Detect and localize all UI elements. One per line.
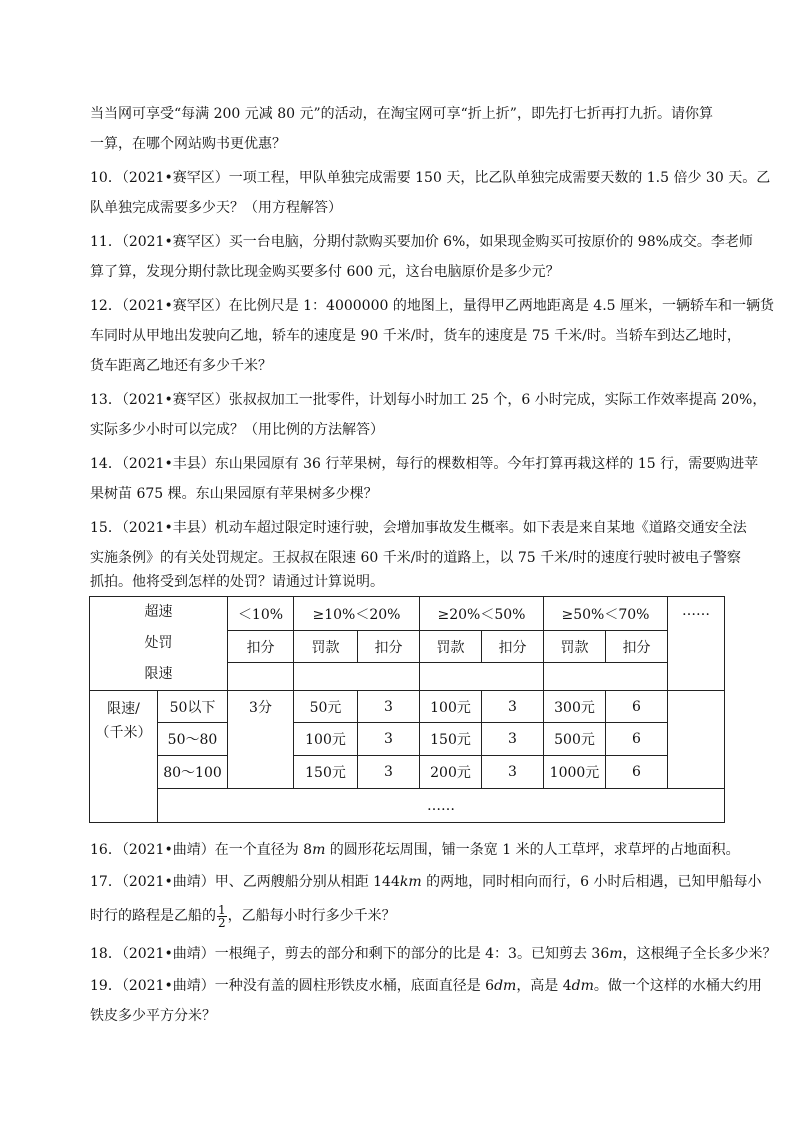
question-14-line-1: 14．（2021•丰县）东山果园原有 36 行苹果树，每行的棵数相等。今年打算再栽这样的 15 行，需要购进苹 xyxy=(90,456,759,472)
question-11-line-1: 11．（2021•赛罕区）买一台电脑，分期付款购买要加价 6%，如果现金购买可按原价的 98%成交。李老师 xyxy=(90,234,753,250)
range-header-10-20: ≥10%＜20% xyxy=(294,597,420,631)
lt10-points-cell: 3分 xyxy=(228,691,294,789)
range-header-more: …… xyxy=(668,597,725,691)
table-cell: 3 xyxy=(358,691,420,723)
limit-cell: 80～100 xyxy=(158,756,228,789)
question-12-line-3: 货车距离乙地还有多少千米？ xyxy=(90,358,272,374)
question-15-line-3: 抓拍。他将受到怎样的处罚？请通过计算说明。 xyxy=(90,574,384,590)
sub-header-cell: 扣分 xyxy=(606,631,668,663)
corner-label-limit: 限速 xyxy=(144,666,173,682)
spacer-cell xyxy=(228,663,294,691)
table-cell: 3 xyxy=(482,756,544,789)
speeding-penalty-table xyxy=(89,596,725,823)
unit-m: m xyxy=(609,946,623,962)
unit-dm: dm xyxy=(494,978,517,994)
sub-header-cell: 扣分 xyxy=(358,631,420,663)
table-cell: 1000元 xyxy=(544,756,606,789)
question-18 xyxy=(90,944,777,964)
spacer-cell xyxy=(294,663,420,691)
question-17-text-c: 时行的路程是乙船的 xyxy=(90,908,216,924)
unit-km: km xyxy=(399,874,422,890)
question-18-text-a: 18．（2021•曲靖）一根绳子，剪去的部分和剩下的部分的比是 4：3。已知剪去 36 xyxy=(90,946,610,962)
question-16-text-a: 16．（2021•曲靖）在一个直径为 8 xyxy=(90,842,313,858)
question-12-line-1: 12．（2021•赛罕区）在比例尺是 1：4000000 的地图上，量得甲乙两地距离是 4.5 厘米，一辆轿车和一辆货 xyxy=(90,298,775,314)
question-15-line-1: 15．（2021•丰县）机动车超过限定时速行驶，会增加事故发生概率。如下表是来自某地《道路交通安全法 xyxy=(90,520,747,536)
sub-header-cell: 罚款 xyxy=(294,631,358,663)
ellipsis-row: …… xyxy=(158,789,725,823)
unit-m: m xyxy=(312,842,326,858)
table-corner-header xyxy=(90,597,228,691)
spacer-cell xyxy=(544,663,668,691)
table-cell: 50元 xyxy=(294,691,358,723)
question-13-line-1: 13．（2021•赛罕区）张叔叔加工一批零件，计划每小时加工 25 个，6 小时完成，实际工作效率提高 20%， xyxy=(90,392,767,408)
intro-line-2: 一算，在哪个网站购书更优惠？ xyxy=(90,136,286,152)
range-header-20-50: ≥20%＜50% xyxy=(420,597,544,631)
question-16 xyxy=(90,840,740,860)
question-14-line-2: 果树苗 675 棵。东山果园原有苹果树多少棵？ xyxy=(90,486,378,502)
question-11-line-2: 算了算，发现分期付款比现金购买要多付 600 元，这台电脑原价是多少元？ xyxy=(90,264,560,280)
corner-label-overspeed: 超速 xyxy=(144,604,173,620)
question-13-line-2: 实际多少小时可以完成？（用比例的方法解答） xyxy=(90,422,384,438)
sub-header-cell: 罚款 xyxy=(544,631,606,663)
table-cell: 300元 xyxy=(544,691,606,723)
table-cell: 3 xyxy=(482,723,544,756)
limit-cell: 50以下 xyxy=(158,691,228,723)
question-16-text-b: 的圆形花坛周围，铺一条宽 1 米的人工草坪，求草坪的占地面积。 xyxy=(325,842,740,858)
row-header-speed-limit: 限速/（千米） xyxy=(90,691,158,823)
sub-header-cell: 罚款 xyxy=(420,631,482,663)
table-cell: 3 xyxy=(358,756,420,789)
question-17-text-b: 的两地，同时相向而行，6 小时后相遇，已知甲船每小 xyxy=(421,874,762,890)
question-17-line-2 xyxy=(90,902,396,930)
question-10-line-1: 10．（2021•赛罕区）一项工程，甲队单独完成需要 150 天，比乙队单独完成需要天数的 1.5 倍少 30 天。乙 xyxy=(90,170,771,186)
question-17-line-1 xyxy=(90,872,761,892)
question-19-text-c: 。做一个这样的水桶大约用 xyxy=(593,978,762,994)
table-cell: 200元 xyxy=(420,756,482,789)
table-cell: 6 xyxy=(606,723,668,756)
question-19-text-b: ，高是 4 xyxy=(516,978,572,994)
fraction-one-half xyxy=(217,904,227,929)
question-19-text-a: 19．（2021•曲靖）一种没有盖的圆柱形铁皮水桶，底面直径是 6 xyxy=(90,978,495,994)
question-17-text-d: ，乙船每小时行多少千米？ xyxy=(227,908,396,924)
table-cell: 500元 xyxy=(544,723,606,756)
range-header-50-70: ≥50%＜70% xyxy=(544,597,668,631)
question-12-line-2: 车同时从甲地出发驶向乙地，轿车的速度是 90 千米/时，货车的速度是 75 千米/时。当轿车到达乙地时， xyxy=(90,328,741,344)
question-15-line-2: 实施条例》的有关处罚规定。王叔叔在限速 60 千米/时的道路上，以 75 千米/时的速度行驶时被电子警察 xyxy=(90,550,741,566)
table-cell: 6 xyxy=(606,691,668,723)
fraction-denominator: 2 xyxy=(218,915,226,930)
range-header-lt10: ＜10% xyxy=(228,597,294,631)
corner-label-penalty: 处罚 xyxy=(144,635,173,651)
question-10-line-2: 队单独完成需要多少天？（用方程解答） xyxy=(90,200,342,216)
more-column-cell xyxy=(668,691,725,789)
table-cell: 150元 xyxy=(420,723,482,756)
unit-dm: dm xyxy=(571,978,594,994)
table-cell: 3 xyxy=(358,723,420,756)
question-19-line-2: 铁皮多少平方分米？ xyxy=(90,1008,216,1024)
intro-line-1: 当当网可享受“每满 200 元减 80 元”的活动，在淘宝网可享“折上折”，即先打七折再打九折。请你算 xyxy=(90,106,713,122)
fraction-numerator: 1 xyxy=(218,902,226,917)
table-cell: 6 xyxy=(606,756,668,789)
table-cell: 150元 xyxy=(294,756,358,789)
sub-header-cell: 扣分 xyxy=(228,631,294,663)
spacer-cell xyxy=(420,663,544,691)
table-cell: 100元 xyxy=(420,691,482,723)
question-18-text-b: ，这根绳子全长多少米？ xyxy=(622,946,777,962)
table-cell: 100元 xyxy=(294,723,358,756)
table-cell: 3 xyxy=(482,691,544,723)
question-17-text-a: 17．（2021•曲靖）甲、乙两艘船分别从相距 144 xyxy=(90,874,400,890)
limit-cell: 50～80 xyxy=(158,723,228,756)
question-19-line-1 xyxy=(90,976,762,996)
sub-header-cell: 扣分 xyxy=(482,631,544,663)
